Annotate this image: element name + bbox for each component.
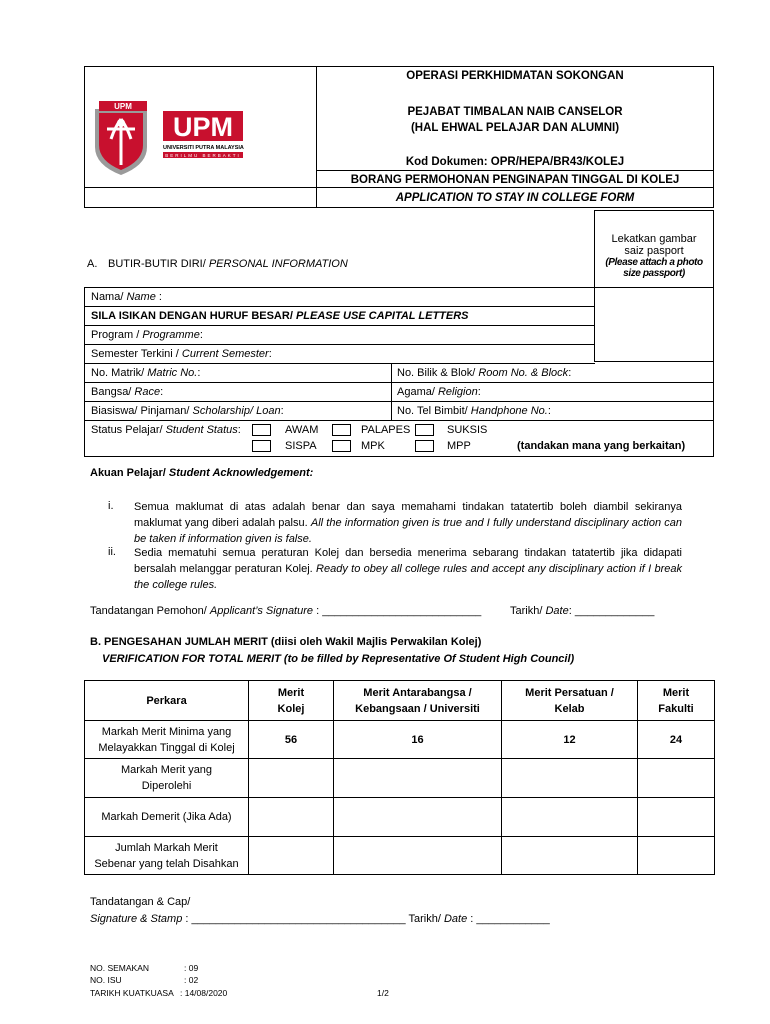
table-row [85,798,715,837]
cell-merit-kolej[interactable] [249,837,334,875]
footer-isu-label: NO. ISU [90,975,122,985]
header-perkara: Perkara [85,681,249,721]
header-merit-persatuan: Merit Persatuan / Kelab [502,681,638,721]
merit-header-row [85,681,715,721]
cell-merit-fakulti[interactable] [638,837,715,875]
cell-merit-antarabangsa: 16 [334,721,502,759]
header-line-1: OPERASI PERKHIDMATAN SOKONGAN [406,70,624,82]
photo-instruction-4: size passport) [623,268,685,279]
footer-isu-value: : 02 [184,975,199,985]
checkbox-suksis[interactable] [415,424,434,436]
checkbox-mpk[interactable] [332,440,351,452]
field-religion[interactable]: Agama/ Religion: [391,383,713,402]
section-a-title: BUTIR-BUTIR DIRI/ PERSONAL INFORMATION [108,258,348,270]
ack-item-2-number: ii. [108,546,116,558]
field-semester[interactable]: Semester Terkini / Current Semester: [85,345,595,364]
logo-cell [85,67,317,207]
option-palapes: PALAPES [361,424,411,436]
header-merit-antarabangsa: Merit Antarabangsa / Kebangsaan / Universiti [334,681,502,721]
page-number: 1/2 [377,988,389,998]
cell-merit-fakulti[interactable] [638,798,715,837]
applicant-signature-line[interactable]: Tandatangan Pemohon/ Applicant’s Signature : __________________________ [90,605,482,617]
table-row [85,721,715,759]
upm-badge-text: UPM [114,102,132,111]
option-suksis: SUKSIS [447,424,488,436]
checkbox-sispa[interactable] [252,440,271,452]
field-programme[interactable]: Program / Programme: [85,326,595,345]
cell-merit-kolej[interactable] [249,759,334,798]
header-line-3: (HAL EHWAL PELAJAR DAN ALUMNI) [410,122,620,134]
cell-merit-antarabangsa[interactable] [334,759,502,798]
capital-letters-note: SILA ISIKAN DENGAN HURUF BESAR/ PLEASE USE CAPITAL LETTERS [85,307,595,326]
field-room-block[interactable]: No. Bilik & Blok/ Room No. & Block: [391,364,713,383]
ack-item-1: Semua maklumat di atas adalah benar dan saya memahami tindakan tatatertib boleh diambil sekiranya maklumat yang diberi adalah palsu. All the information given is true and I fully understand disciplinary action can be taken if information given is false. [134,501,683,545]
form-header [84,66,714,208]
form-title: BORANG PERMOHONAN PENGINAPAN TINGGAL DI KOLEJ [350,174,680,186]
field-race[interactable]: Bangsa/ Race: [85,383,391,402]
form-title-english: APPLICATION TO STAY IN COLLEGE FORM [395,192,635,204]
field-student-status: Status Pelajar/ Student Status: [91,424,241,436]
option-mpk: MPK [361,440,385,452]
footer-semakan-value: : 09 [184,963,199,973]
upm-wordmark: UPM [173,112,233,142]
row-label: Markah Merit Minima yang Melayakkan Tinggal di Kolej [85,721,249,759]
ack-item-1-number: i. [108,500,114,512]
table-row [85,837,715,875]
stamp-signature-line[interactable]: Signature & Stamp : ___________________________________ Tarikh/ Date : ____________ [90,913,550,925]
cell-merit-kolej[interactable] [249,798,334,837]
footer-kuatkuasa-value: : 14/08/2020 [180,988,228,998]
photo-instruction-1: Lekatkan gambar [611,233,697,245]
cell-merit-persatuan[interactable] [502,798,638,837]
personal-info-grid [84,287,714,457]
field-matric-no[interactable]: No. Matrik/ Matric No.: [85,364,391,383]
cell-merit-persatuan[interactable] [502,837,638,875]
row-label: Markah Demerit (Jika Ada) [85,798,249,837]
row-label: Jumlah Markah Merit Sebenar yang telah Disahkan [85,837,249,875]
upm-university-name: UNIVERSITI PUTRA MALAYSIA [163,145,244,151]
field-handphone[interactable]: No. Tel Bimbit/ Handphone No.: [391,402,713,421]
header-line-2: PEJABAT TIMBALAN NAIB CANSELOR [407,106,623,118]
option-mpp: MPP [447,440,471,452]
applicant-date-line[interactable]: Tarikh/ Date: _____________ [510,605,655,617]
status-note: (tandakan mana yang berkaitan) [517,440,686,452]
cell-merit-persatuan: 12 [502,721,638,759]
option-awam: AWAM [285,424,319,436]
cell-merit-fakulti[interactable] [638,759,715,798]
ack-item-2: Sedia mematuhi semua peraturan Kolej dan bersedia menerima sebarang tindakan tatatertib jika didapati bersalah melanggar peraturan Kolej. Ready to obey all college rules and accept any disciplinary action if I break the college rules. [134,547,682,591]
upm-tagline: BERILMU BERBAKTI [165,153,241,158]
cell-merit-antarabangsa[interactable] [334,837,502,875]
cell-merit-fakulti: 24 [638,721,715,759]
photo-instruction-3: (Please attach a photo [605,257,703,268]
header-merit-fakulti: Merit Fakulti [638,681,715,721]
section-b-title-english: VERIFICATION FOR TOTAL MERIT (to be filled by Representative Of Student High Council) [102,653,575,665]
footer-semakan-label: NO. SEMAKAN [90,963,150,973]
document-code: Kod Dokumen: OPR/HEPA/BR43/KOLEJ [405,156,625,168]
acknowledgement-title: Akuan Pelajar/ Student Acknowledgement: [90,467,314,479]
section-b-title: B. PENGESAHAN JUMLAH MERIT (diisi oleh Wakil Majlis Perwakilan Kolej) [90,636,482,648]
row-label: Markah Merit yang Diperolehi [85,759,249,798]
field-name[interactable]: Nama/ Name : [85,288,595,307]
upm-logo [85,67,317,207]
stamp-label: Tandatangan & Cap/ [90,896,191,908]
cell-merit-persatuan[interactable] [502,759,638,798]
photo-instruction-2: saiz pasport [624,245,684,257]
section-a-label: A. [87,258,98,270]
option-sispa: SISPA [285,440,317,452]
table-row [85,759,715,798]
checkbox-palapes[interactable] [332,424,351,436]
merit-table [84,680,715,875]
cell-merit-antarabangsa[interactable] [334,798,502,837]
footer-kuatkuasa-label: TARIKH KUATKUASA [90,988,174,998]
header-merit-kolej: Merit Kolej [249,681,334,721]
checkbox-mpp[interactable] [415,440,434,452]
cell-merit-kolej: 56 [249,721,334,759]
field-scholarship[interactable]: Biasiswa/ Pinjaman/ Scholarship/ Loan: [85,402,391,421]
checkbox-awam[interactable] [252,424,271,436]
